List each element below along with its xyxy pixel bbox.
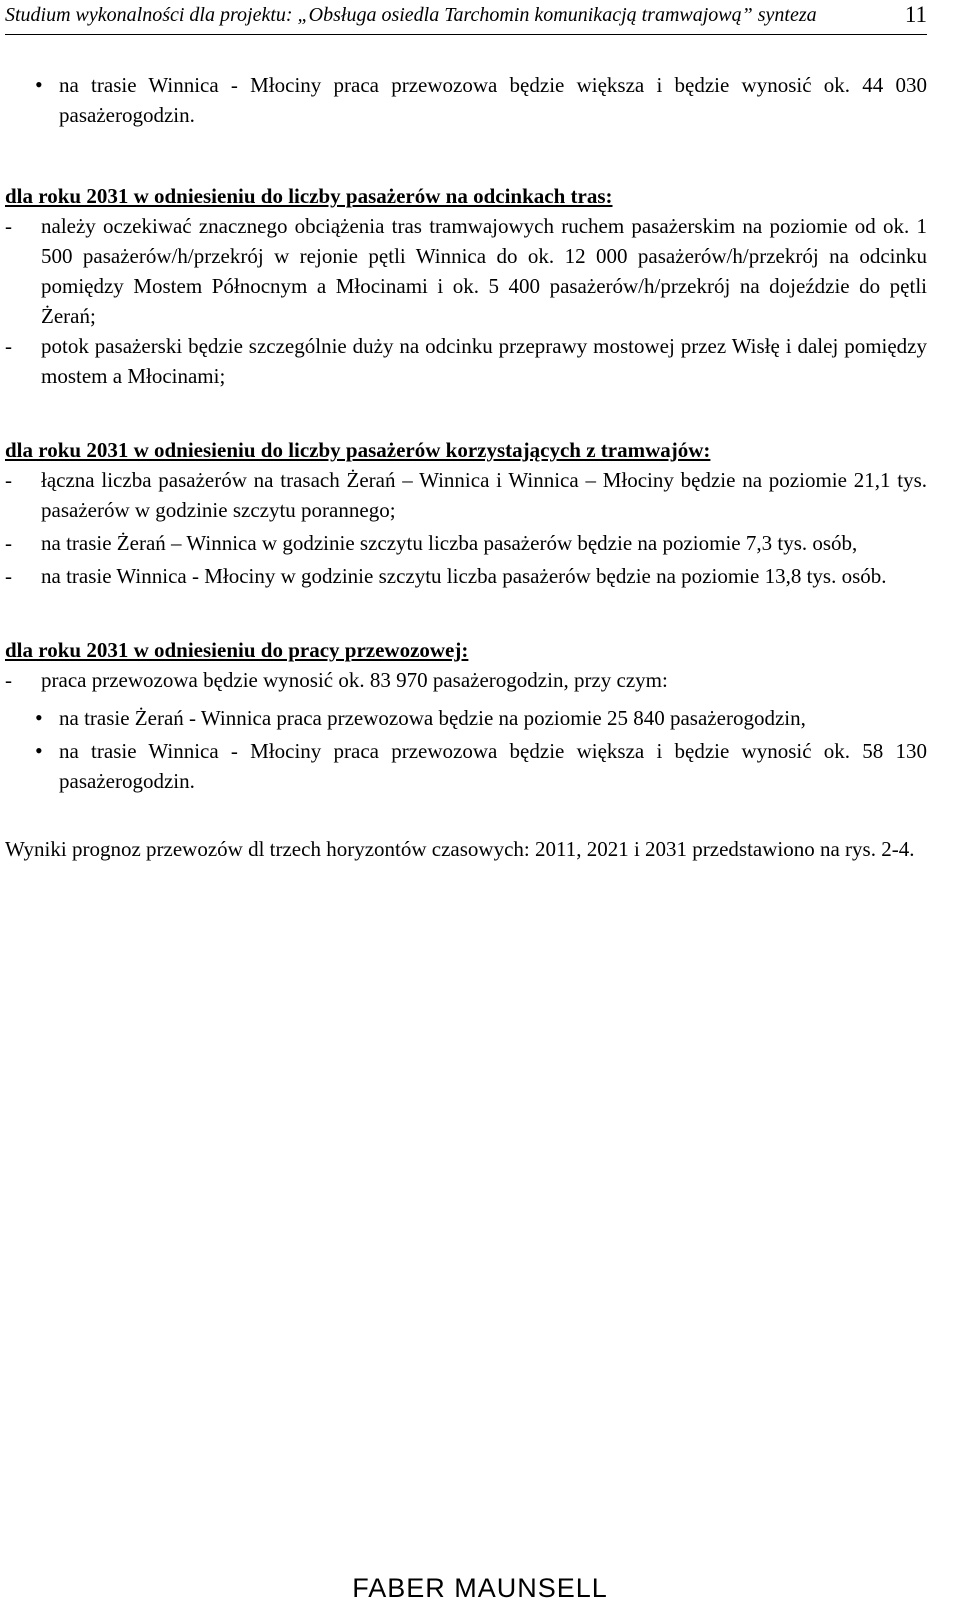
page-header	[5, 0, 927, 35]
section-heading-3: dla roku 2031 w odniesieniu do pracy przewozowej:	[5, 638, 469, 662]
list-item: - praca przewozowa będzie wynosić ok. 83 970 pasażerogodzin, przy czym:	[5, 665, 927, 695]
intro-bullet: • na trasie Winnica - Młociny praca przewozowa będzie większa i będzie wynosić ok. 44 030 pasażerogodzin.	[5, 70, 927, 130]
page-number: 11	[904, 2, 927, 27]
list-item: - potok pasażerski będzie szczególnie duży na odcinku przeprawy mostowej przez Wisłę i dalej pomiędzy mostem a Młocinami;	[5, 331, 927, 391]
document-title: Studium wykonalności dla projektu: „Obsługa osiedla Tarchomin komunikacją tramwajową” synteza	[5, 4, 817, 26]
list-item: - na trasie Winnica - Młociny w godzinie szczytu liczba pasażerów będzie na poziomie 13,8 tys. osób.	[5, 561, 927, 591]
closing-paragraph: Wyniki prognoz przewozów dl trzech horyzontów czasowych: 2011, 2021 i 2031 przedstawiono na rys. 2-4.	[5, 837, 915, 861]
list-bullet: • na trasie Żerań - Winnica praca przewozowa będzie na poziomie 25 840 pasażerogodzin,	[5, 703, 927, 733]
list-item: - na trasie Żerań – Winnica w godzinie szczytu liczba pasażerów będzie na poziomie 7,3 tys. osób,	[5, 528, 927, 558]
logo-text: FABER MAUNSELL	[352, 1573, 608, 1603]
list-item: - należy oczekiwać znacznego obciążenia tras tramwajowych ruchem pasażerskim na poziomie od ok. 1 500 pasażerów/h/przekrój w rejonie pętli Winnica do ok. 12 000 pasażerów/h/przekrój na odcinku pomiędzy Mostem Północnym a Młocinami i ok. 5 400 pasażerów/h/przekrój na dojeździe do pętli Żerań;	[5, 211, 927, 331]
section-heading-1: dla roku 2031 w odniesieniu do liczby pasażerów na odcinkach tras:	[5, 184, 613, 208]
section-heading-2: dla roku 2031 w odniesieniu do liczby pasażerów korzystających z tramwajów:	[5, 438, 711, 462]
company-logo	[0, 1573, 960, 1604]
list-bullet: • na trasie Winnica - Młociny praca przewozowa będzie większa i będzie wynosić ok. 58 130 pasażerogodzin.	[5, 736, 927, 796]
document-body	[5, 70, 927, 864]
list-item: - łączna liczba pasażerów na trasach Żerań – Winnica i Winnica – Młociny będzie na poziomie 21,1 tys. pasażerów w godzinie szczytu porannego;	[5, 465, 927, 525]
